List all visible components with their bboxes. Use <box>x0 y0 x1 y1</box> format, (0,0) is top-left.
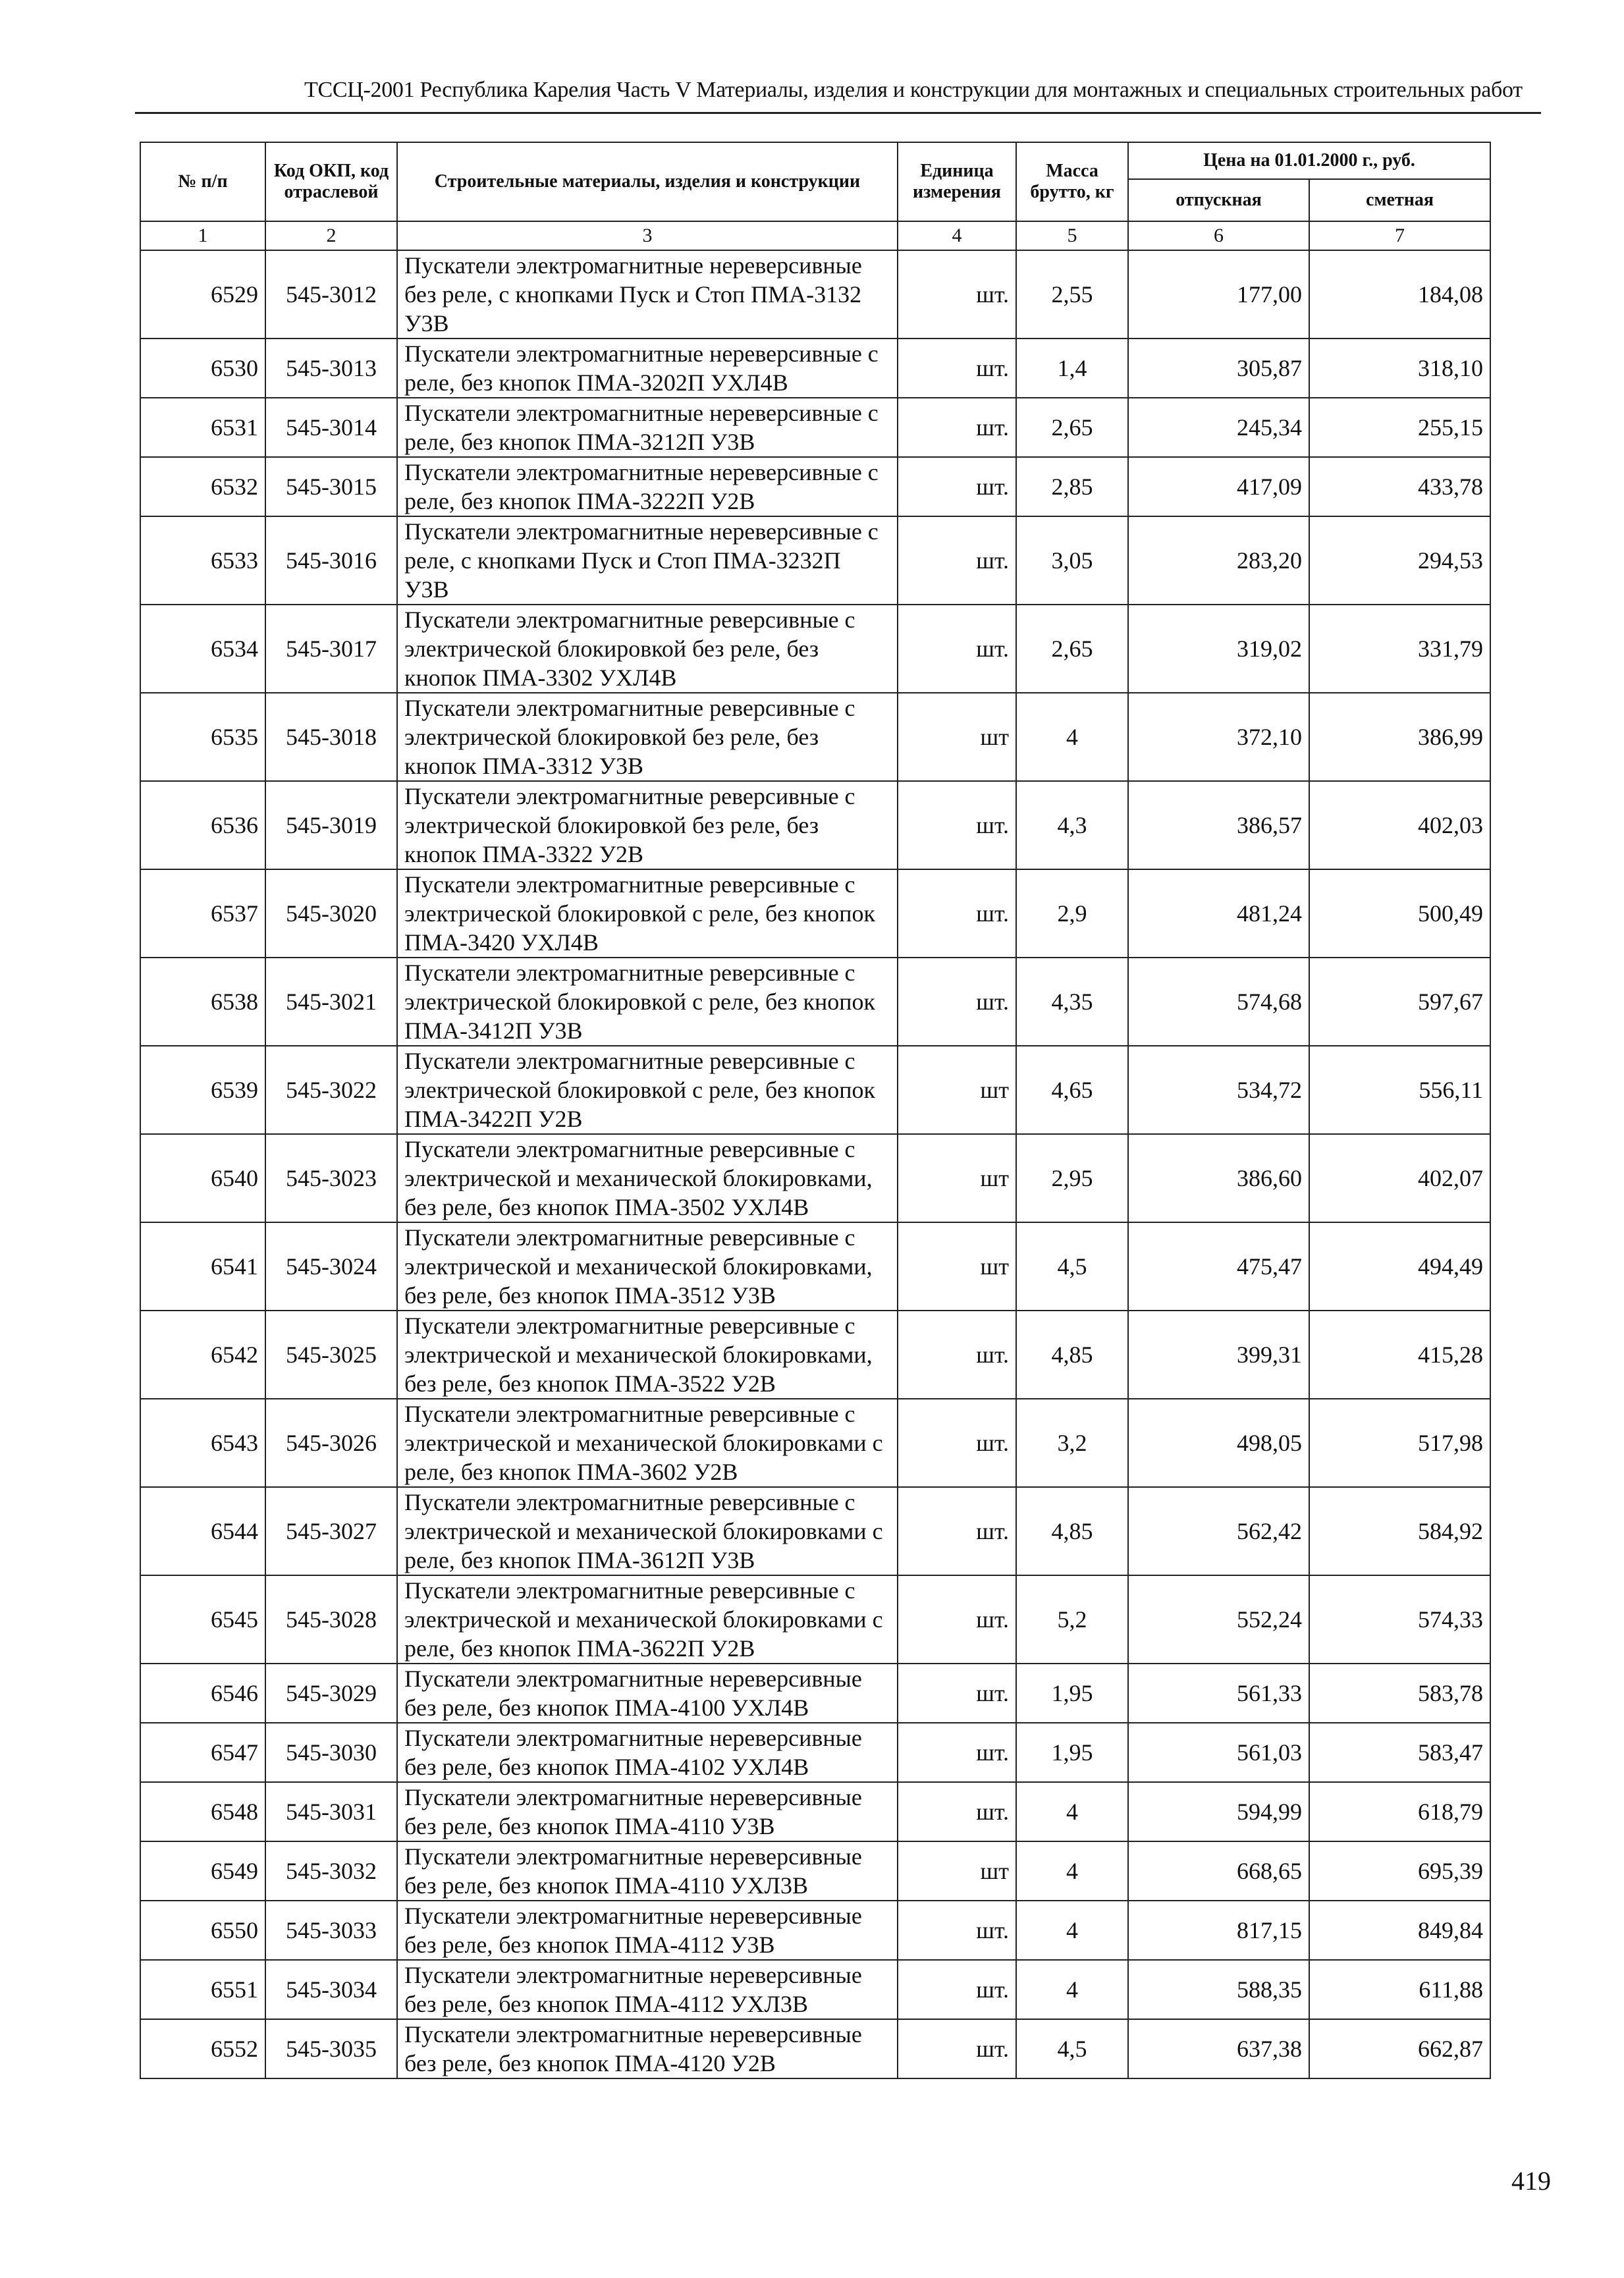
estimate-price: 597,67 <box>1309 958 1490 1046</box>
row-number: 6535 <box>140 693 265 781</box>
gross-mass: 4,85 <box>1016 1487 1128 1575</box>
unit-of-measure: шт. <box>898 398 1016 457</box>
okp-code: 545-3034 <box>265 1960 397 2019</box>
column-number: 1 <box>140 221 265 250</box>
unit-of-measure: шт <box>898 1046 1016 1134</box>
table-row <box>140 398 1490 457</box>
table-body <box>140 250 1490 2078</box>
unit-of-measure: шт. <box>898 1901 1016 1960</box>
table-row <box>140 1575 1490 1664</box>
estimate-price: 618,79 <box>1309 1782 1490 1841</box>
estimate-price: 331,79 <box>1309 605 1490 693</box>
material-name: Пускатели электромагнитные реверсивные с электрической блокировкой с реле, без кнопок ПМА-3420 УХЛ4В <box>397 869 898 958</box>
row-number: 6531 <box>140 398 265 457</box>
estimate-price: 584,92 <box>1309 1487 1490 1575</box>
price-table <box>140 142 1491 2079</box>
col-header-name: Строительные материалы, изделия и конструкции <box>397 142 898 221</box>
column-number: 7 <box>1309 221 1490 250</box>
okp-code: 545-3031 <box>265 1782 397 1841</box>
header-rule <box>135 112 1541 114</box>
table-row <box>140 1782 1490 1841</box>
gross-mass: 5,2 <box>1016 1575 1128 1664</box>
release-price: 588,35 <box>1128 1960 1309 2019</box>
table-row <box>140 958 1490 1046</box>
col-header-price-group: Цена на 01.01.2000 г., руб. <box>1128 142 1490 179</box>
material-name: Пускатели электромагнитные нереверсивные без реле, без кнопок ПМА-4112 У3В <box>397 1901 898 1960</box>
material-name: Пускатели электромагнитные реверсивные с электрической и механической блокировками с реле, без кнопок ПМА-3622П У2В <box>397 1575 898 1664</box>
release-price: 386,57 <box>1128 781 1309 869</box>
okp-code: 545-3017 <box>265 605 397 693</box>
material-name: Пускатели электромагнитные нереверсивные без реле, без кнопок ПМА-4110 У3В <box>397 1782 898 1841</box>
estimate-price: 433,78 <box>1309 457 1490 516</box>
okp-code: 545-3022 <box>265 1046 397 1134</box>
row-number: 6552 <box>140 2019 265 2078</box>
estimate-price: 415,28 <box>1309 1311 1490 1399</box>
gross-mass: 2,9 <box>1016 869 1128 958</box>
unit-of-measure: шт. <box>898 605 1016 693</box>
release-price: 399,31 <box>1128 1311 1309 1399</box>
row-number: 6549 <box>140 1841 265 1901</box>
row-number: 6539 <box>140 1046 265 1134</box>
row-number: 6548 <box>140 1782 265 1841</box>
unit-of-measure: шт. <box>898 869 1016 958</box>
gross-mass: 1,95 <box>1016 1723 1128 1782</box>
okp-code: 545-3024 <box>265 1222 397 1311</box>
material-name: Пускатели электромагнитные нереверсивные с реле, без кнопок ПМА-3202П УХЛ4В <box>397 339 898 398</box>
estimate-price: 255,15 <box>1309 398 1490 457</box>
unit-of-measure: шт <box>898 1134 1016 1222</box>
table-row <box>140 1487 1490 1575</box>
gross-mass: 3,05 <box>1016 516 1128 605</box>
unit-of-measure: шт. <box>898 1664 1016 1723</box>
release-price: 574,68 <box>1128 958 1309 1046</box>
okp-code: 545-3018 <box>265 693 397 781</box>
row-number: 6543 <box>140 1399 265 1487</box>
table-row <box>140 1841 1490 1901</box>
estimate-price: 556,11 <box>1309 1046 1490 1134</box>
estimate-price: 583,47 <box>1309 1723 1490 1782</box>
material-name: Пускатели электромагнитные нереверсивные с реле, без кнопок ПМА-3212П У3В <box>397 398 898 457</box>
row-number: 6544 <box>140 1487 265 1575</box>
gross-mass: 4,65 <box>1016 1046 1128 1134</box>
gross-mass: 4,85 <box>1016 1311 1128 1399</box>
unit-of-measure: шт. <box>898 516 1016 605</box>
table-row <box>140 457 1490 516</box>
unit-of-measure: шт <box>898 693 1016 781</box>
gross-mass: 2,65 <box>1016 398 1128 457</box>
release-price: 534,72 <box>1128 1046 1309 1134</box>
column-number: 3 <box>397 221 898 250</box>
material-name: Пускатели электромагнитные нереверсивные без реле, без кнопок ПМА-4102 УХЛ4В <box>397 1723 898 1782</box>
okp-code: 545-3028 <box>265 1575 397 1664</box>
table-row <box>140 2019 1490 2078</box>
unit-of-measure: шт. <box>898 1723 1016 1782</box>
okp-code: 545-3013 <box>265 339 397 398</box>
okp-code: 545-3029 <box>265 1664 397 1723</box>
row-number: 6534 <box>140 605 265 693</box>
estimate-price: 500,49 <box>1309 869 1490 958</box>
gross-mass: 3,2 <box>1016 1399 1128 1487</box>
okp-code: 545-3033 <box>265 1901 397 1960</box>
page-number: 419 <box>1511 2166 1551 2196</box>
release-price: 637,38 <box>1128 2019 1309 2078</box>
unit-of-measure: шт. <box>898 2019 1016 2078</box>
estimate-price: 494,49 <box>1309 1222 1490 1311</box>
estimate-price: 294,53 <box>1309 516 1490 605</box>
material-name: Пускатели электромагнитные нереверсивные без реле, с кнопками Пуск и Стоп ПМА-3132 У3В <box>397 250 898 339</box>
release-price: 561,03 <box>1128 1723 1309 1782</box>
column-number: 4 <box>898 221 1016 250</box>
release-price: 561,33 <box>1128 1664 1309 1723</box>
release-price: 283,20 <box>1128 516 1309 605</box>
gross-mass: 4 <box>1016 1782 1128 1841</box>
material-name: Пускатели электромагнитные реверсивные с электрической блокировкой без реле, без кнопок ПМА-3302 УХЛ4В <box>397 605 898 693</box>
estimate-price: 318,10 <box>1309 339 1490 398</box>
okp-code: 545-3012 <box>265 250 397 339</box>
gross-mass: 4 <box>1016 1841 1128 1901</box>
row-number: 6551 <box>140 1960 265 2019</box>
release-price: 562,42 <box>1128 1487 1309 1575</box>
gross-mass: 1,4 <box>1016 339 1128 398</box>
estimate-price: 402,03 <box>1309 781 1490 869</box>
gross-mass: 4 <box>1016 693 1128 781</box>
estimate-price: 386,99 <box>1309 693 1490 781</box>
table-row <box>140 605 1490 693</box>
unit-of-measure: шт. <box>898 1782 1016 1841</box>
table-row <box>140 1222 1490 1311</box>
row-number: 6545 <box>140 1575 265 1664</box>
row-number: 6550 <box>140 1901 265 1960</box>
table-row <box>140 1311 1490 1399</box>
okp-code: 545-3030 <box>265 1723 397 1782</box>
material-name: Пускатели электромагнитные реверсивные с электрической блокировкой без реле, без кнопок ПМА-3312 У3В <box>397 693 898 781</box>
material-name: Пускатели электромагнитные нереверсивные с реле, с кнопками Пуск и Стоп ПМА-3232П У3В <box>397 516 898 605</box>
release-price: 372,10 <box>1128 693 1309 781</box>
row-number: 6536 <box>140 781 265 869</box>
material-name: Пускатели электромагнитные реверсивные с электрической блокировкой без реле, без кнопок ПМА-3322 У2В <box>397 781 898 869</box>
release-price: 552,24 <box>1128 1575 1309 1664</box>
table-row <box>140 250 1490 339</box>
gross-mass: 1,95 <box>1016 1664 1128 1723</box>
table-row <box>140 516 1490 605</box>
unit-of-measure: шт. <box>898 781 1016 869</box>
table-row <box>140 693 1490 781</box>
release-price: 319,02 <box>1128 605 1309 693</box>
estimate-price: 849,84 <box>1309 1901 1490 1960</box>
release-price: 668,65 <box>1128 1841 1309 1901</box>
gross-mass: 4,35 <box>1016 958 1128 1046</box>
okp-code: 545-3035 <box>265 2019 397 2078</box>
estimate-price: 184,08 <box>1309 250 1490 339</box>
gross-mass: 4,5 <box>1016 1222 1128 1311</box>
estimate-price: 611,88 <box>1309 1960 1490 2019</box>
row-number: 6546 <box>140 1664 265 1723</box>
row-number: 6538 <box>140 958 265 1046</box>
table-row <box>140 869 1490 958</box>
release-price: 475,47 <box>1128 1222 1309 1311</box>
okp-code: 545-3021 <box>265 958 397 1046</box>
gross-mass: 4 <box>1016 1960 1128 2019</box>
estimate-price: 517,98 <box>1309 1399 1490 1487</box>
release-price: 594,99 <box>1128 1782 1309 1841</box>
unit-of-measure: шт. <box>898 1311 1016 1399</box>
material-name: Пускатели электромагнитные реверсивные с электрической и механической блокировками, без реле, без кнопок ПМА-3522 У2В <box>397 1311 898 1399</box>
gross-mass: 4,3 <box>1016 781 1128 869</box>
material-name: Пускатели электромагнитные реверсивные с электрической и механической блокировками, без реле, без кнопок ПМА-3502 УХЛ4В <box>397 1134 898 1222</box>
table-row <box>140 1046 1490 1134</box>
estimate-price: 583,78 <box>1309 1664 1490 1723</box>
col-header-num: № п/п <box>140 142 265 221</box>
unit-of-measure: шт. <box>898 958 1016 1046</box>
gross-mass: 4 <box>1016 1901 1128 1960</box>
gross-mass: 2,55 <box>1016 250 1128 339</box>
material-name: Пускатели электромагнитные нереверсивные без реле, без кнопок ПМА-4120 У2В <box>397 2019 898 2078</box>
row-number: 6537 <box>140 869 265 958</box>
table-row <box>140 1901 1490 1960</box>
gross-mass: 2,95 <box>1016 1134 1128 1222</box>
okp-code: 545-3023 <box>265 1134 397 1222</box>
release-price: 817,15 <box>1128 1901 1309 1960</box>
unit-of-measure: шт. <box>898 1960 1016 2019</box>
material-name: Пускатели электромагнитные реверсивные с электрической блокировкой с реле, без кнопок ПМА-3412П У3В <box>397 958 898 1046</box>
release-price: 417,09 <box>1128 457 1309 516</box>
row-number: 6532 <box>140 457 265 516</box>
column-number-row <box>140 221 1490 250</box>
table-row <box>140 1399 1490 1487</box>
gross-mass: 2,85 <box>1016 457 1128 516</box>
release-price: 305,87 <box>1128 339 1309 398</box>
col-header-unit: Единица измерения <box>898 142 1016 221</box>
release-price: 498,05 <box>1128 1399 1309 1487</box>
material-name: Пускатели электромагнитные реверсивные с электрической блокировкой с реле, без кнопок ПМА-3422П У2В <box>397 1046 898 1134</box>
material-name: Пускатели электромагнитные нереверсивные без реле, без кнопок ПМА-4112 УХЛ3В <box>397 1960 898 2019</box>
page-header-title: ТССЦ-2001 Республика Карелия Часть V Материалы, изделия и конструкции для монтажных и специальных строительных работ <box>304 78 1523 102</box>
material-name: Пускатели электромагнитные реверсивные с электрической и механической блокировками с реле, без кнопок ПМА-3612П У3В <box>397 1487 898 1575</box>
material-name: Пускатели электромагнитные нереверсивные с реле, без кнопок ПМА-3222П У2В <box>397 457 898 516</box>
release-price: 177,00 <box>1128 250 1309 339</box>
material-name: Пускатели электромагнитные нереверсивные без реле, без кнопок ПМА-4110 УХЛ3В <box>397 1841 898 1901</box>
column-number: 5 <box>1016 221 1128 250</box>
row-number: 6533 <box>140 516 265 605</box>
unit-of-measure: шт. <box>898 1487 1016 1575</box>
table-row <box>140 1134 1490 1222</box>
col-header-price-release: отпускная <box>1128 179 1309 221</box>
table-row <box>140 1664 1490 1723</box>
table-row <box>140 1723 1490 1782</box>
unit-of-measure: шт <box>898 1841 1016 1901</box>
gross-mass: 2,65 <box>1016 605 1128 693</box>
table-row <box>140 1960 1490 2019</box>
estimate-price: 695,39 <box>1309 1841 1490 1901</box>
material-name: Пускатели электромагнитные реверсивные с электрической и механической блокировками, без реле, без кнопок ПМА-3512 У3В <box>397 1222 898 1311</box>
column-number: 2 <box>265 221 397 250</box>
col-header-code: Код ОКП, код отраслевой <box>265 142 397 221</box>
release-price: 481,24 <box>1128 869 1309 958</box>
row-number: 6529 <box>140 250 265 339</box>
row-number: 6542 <box>140 1311 265 1399</box>
table-row <box>140 781 1490 869</box>
release-price: 245,34 <box>1128 398 1309 457</box>
okp-code: 545-3015 <box>265 457 397 516</box>
unit-of-measure: шт. <box>898 1575 1016 1664</box>
okp-code: 545-3020 <box>265 869 397 958</box>
column-number: 6 <box>1128 221 1309 250</box>
row-number: 6530 <box>140 339 265 398</box>
okp-code: 545-3025 <box>265 1311 397 1399</box>
estimate-price: 662,87 <box>1309 2019 1490 2078</box>
material-name: Пускатели электромагнитные нереверсивные без реле, без кнопок ПМА-4100 УХЛ4В <box>397 1664 898 1723</box>
okp-code: 545-3014 <box>265 398 397 457</box>
okp-code: 545-3016 <box>265 516 397 605</box>
okp-code: 545-3019 <box>265 781 397 869</box>
okp-code: 545-3027 <box>265 1487 397 1575</box>
row-number: 6547 <box>140 1723 265 1782</box>
estimate-price: 402,07 <box>1309 1134 1490 1222</box>
material-name: Пускатели электромагнитные реверсивные с электрической и механической блокировками с реле, без кнопок ПМА-3602 У2В <box>397 1399 898 1487</box>
col-header-mass: Масса брутто, кг <box>1016 142 1128 221</box>
unit-of-measure: шт <box>898 1222 1016 1311</box>
table-row <box>140 339 1490 398</box>
gross-mass: 4,5 <box>1016 2019 1128 2078</box>
release-price: 386,60 <box>1128 1134 1309 1222</box>
unit-of-measure: шт. <box>898 1399 1016 1487</box>
row-number: 6540 <box>140 1134 265 1222</box>
unit-of-measure: шт. <box>898 457 1016 516</box>
estimate-price: 574,33 <box>1309 1575 1490 1664</box>
okp-code: 545-3032 <box>265 1841 397 1901</box>
unit-of-measure: шт. <box>898 339 1016 398</box>
row-number: 6541 <box>140 1222 265 1311</box>
col-header-price-estimate: сметная <box>1309 179 1490 221</box>
okp-code: 545-3026 <box>265 1399 397 1487</box>
unit-of-measure: шт. <box>898 250 1016 339</box>
